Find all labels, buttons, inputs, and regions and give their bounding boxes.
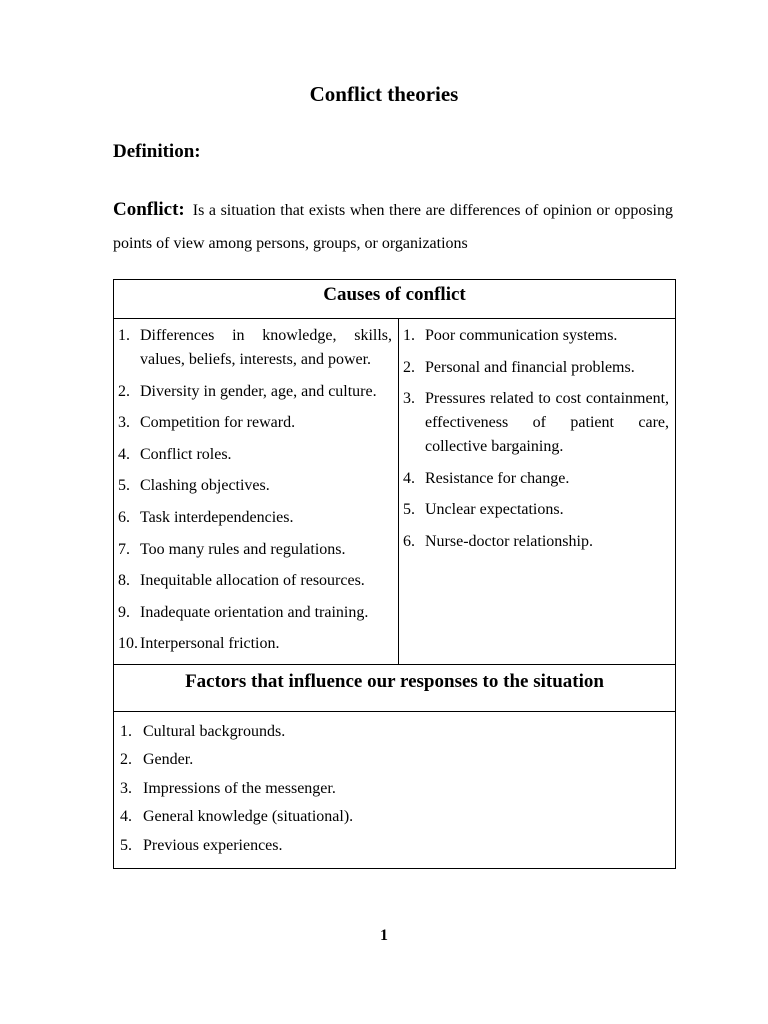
factors-list [114,712,675,868]
list-item-text: Inadequate orientation and training. [140,603,369,621]
factors-heading: Factors that influence our responses to the situation [114,664,676,711]
conflict-definition-text: Is a situation that exists when there are differences of opinion or opposing points of view among persons, groups, or organizations [113,202,673,252]
causes-left-list [114,319,398,656]
list-item-number: 5. [120,836,132,854]
list-item-text: General knowledge (situational). [143,808,354,826]
causes-left-cell [114,319,399,665]
conflict-term: Conflict: [113,199,185,220]
definition-heading: Definition: [113,141,201,162]
list-item-text: Too many rules and regulations. [140,540,346,558]
list-item [403,530,669,554]
list-item [403,356,669,380]
list-item [403,498,669,522]
list-item-text: Interpersonal friction. [140,635,280,653]
list-item [120,720,669,744]
list-item [118,601,392,625]
list-item-number: 3. [403,390,415,408]
list-item-number: 3. [118,414,130,432]
list-item [118,474,392,498]
list-item-number: 2. [403,358,415,376]
list-item [118,324,392,372]
list-item [120,805,669,829]
list-item [118,506,392,530]
list-item-text: Impressions of the messenger. [143,779,336,797]
list-item [118,569,392,593]
list-item-number: 5. [403,501,415,519]
list-item-text: Cultural backgrounds. [143,722,286,740]
list-item-text: Gender. [143,751,194,769]
conflict-definition [113,193,673,260]
list-item-number: 4. [118,445,130,463]
factors-cell [114,711,676,868]
list-item-number: 6. [403,532,415,550]
list-item-number: 6. [118,508,130,526]
list-item [120,748,669,772]
list-item [403,324,669,348]
list-item [118,411,392,435]
list-item-number: 5. [118,477,130,495]
list-item-number: 3. [120,779,132,797]
list-item-number: 7. [118,540,130,558]
causes-right-list [399,319,675,554]
list-item-text: Previous experiences. [143,836,283,854]
list-item-text: Nurse-doctor relationship. [425,532,593,550]
causes-heading: Causes of conflict [114,280,676,319]
list-item [118,632,392,656]
list-item-text: Clashing objectives. [140,477,270,495]
list-item-number: 9. [118,603,130,621]
list-item-text: Unclear expectations. [425,501,564,519]
list-item-text: Competition for reward. [140,414,296,432]
list-item [118,380,392,404]
list-item [403,387,669,459]
list-item-text: Differences in knowledge, skills, values, beliefs, interests, and power. [140,327,392,368]
list-item-text: Diversity in gender, age, and culture. [140,382,377,400]
list-item-text: Poor communication systems. [425,327,618,344]
list-item-number: 1. [403,327,415,344]
list-item-text: Conflict roles. [140,445,232,463]
list-item-text: Pressures related to cost containment, effectiveness of patient care, collective bargaining. [425,390,670,456]
list-item-number: 4. [403,469,415,487]
list-item-text: Personal and financial problems. [425,358,635,376]
list-item [403,467,669,491]
conflict-table [113,279,676,869]
list-item-number: 2. [120,751,132,769]
list-item [120,777,669,801]
page-title: Conflict theories [309,82,459,106]
list-item [118,538,392,562]
list-item-text: Resistance for change. [425,469,570,487]
list-item-number: 1. [118,327,130,344]
list-item-text: Inequitable allocation of resources. [140,572,365,590]
list-item [120,834,669,858]
list-item-number: 1. [120,722,132,740]
list-item [118,443,392,467]
page-number: 1 [380,927,388,944]
causes-right-cell [399,319,676,665]
list-item-number: 8. [118,572,130,590]
list-item-text: Task interdependencies. [140,508,294,526]
list-item-number: 4. [120,808,132,826]
list-item-number: 10. [118,635,138,653]
list-item-number: 2. [118,382,130,400]
